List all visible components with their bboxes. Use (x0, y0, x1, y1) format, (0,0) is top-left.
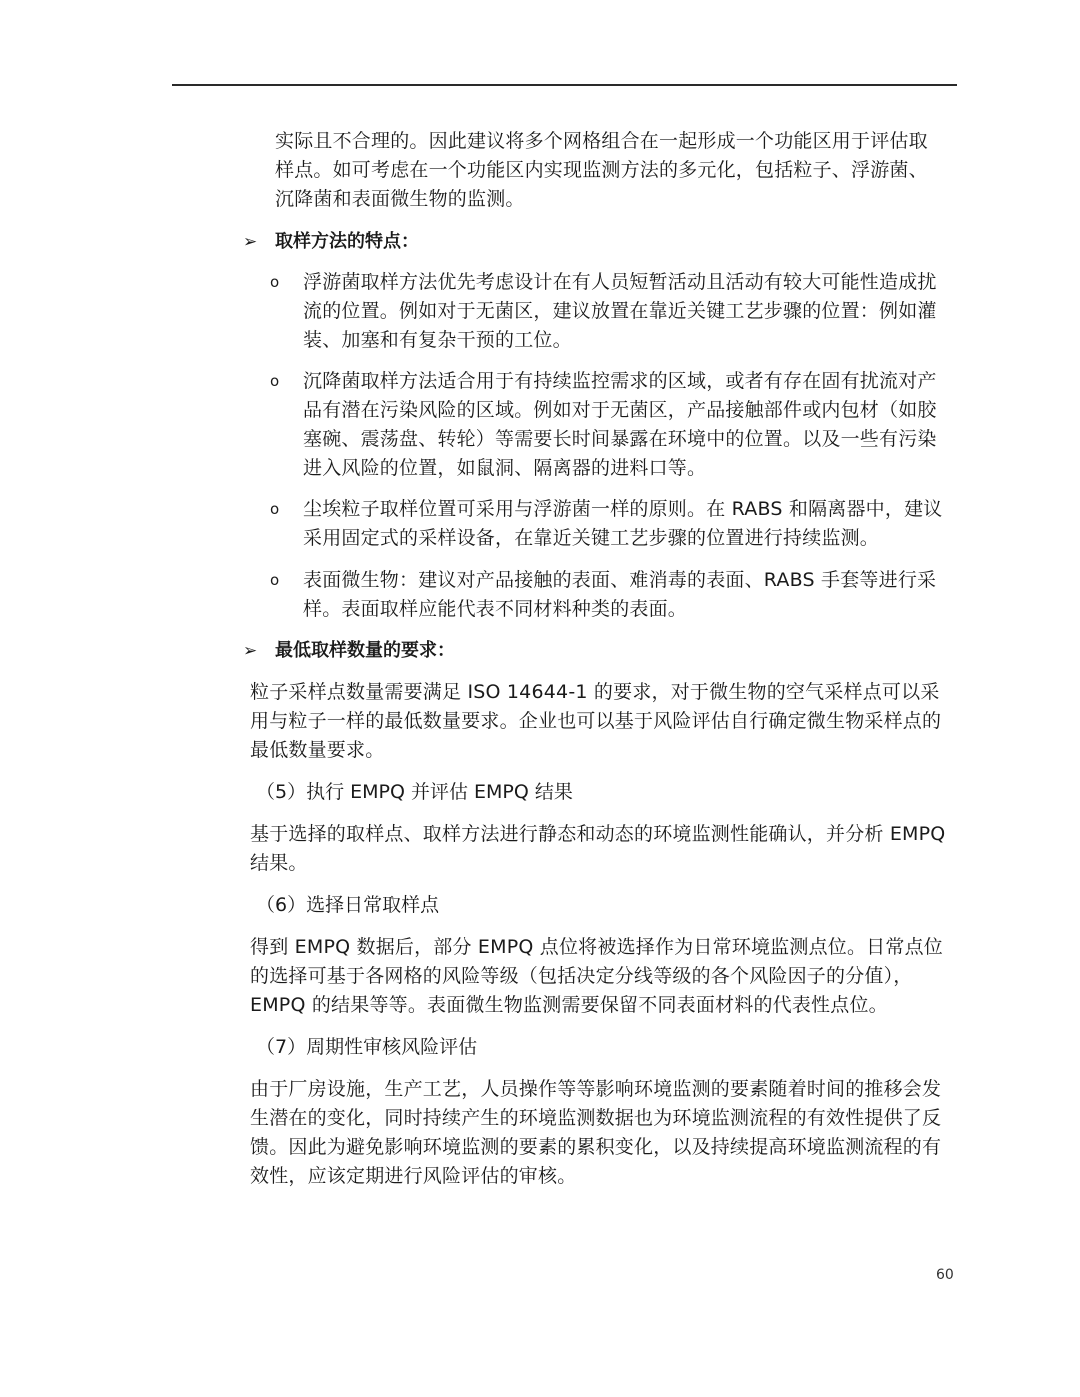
section-6-title: （6）选择日常取样点 (256, 894, 440, 916)
circle-bullet-icon: o (270, 273, 280, 291)
intro-paragraph: 实际且不合理的。因此建议将多个网格组合在一起形成一个功能区用于评估取样点。如可考虑在一个功能区内实现监测方法的多元化，包括粒子、浮游菌、沉降菌和表面微生物的监测。 (275, 130, 928, 210)
section-5-title: （5）执行 EMPQ 并评估 EMPQ 结果 (256, 781, 573, 803)
section-7-paragraph: 由于厂房设施，生产工艺，人员操作等等影响环境监测的要素随着时间的推移会发生潜在的变化，同时持续产生的环境监测数据也为环境监测流程的有效性提供了反馈。因此为避免影响环境监测的要素的累积变化，以及持续提高环境监测流程的有效性，应该定期进行风险评估的审核。 (250, 1078, 942, 1187)
sampling-method-heading (243, 228, 419, 256)
list-item (270, 495, 950, 553)
header-rule (172, 84, 957, 86)
list-item-text: 沉降菌取样方法适合用于有持续监控需求的区域，或者有存在固有扰流对产品有潜在污染风险的区域。例如对于无菌区，产品接触部件或内包材（如胶塞碗、震荡盘、转轮）等需要长时间暴露在环境中的位置。以及一些有污染进入风险的位置，如鼠洞、隔离器的进料口等。 (303, 370, 937, 479)
arrow-bullet-icon: ➢ (243, 232, 258, 252)
sampling-method-heading-text: 取样方法的特点： (275, 231, 419, 252)
arrow-bullet-icon: ➢ (243, 641, 258, 661)
section-5-paragraph: 基于选择的取样点、取样方法进行静态和动态的环境监测性能确认，并分析 EMPQ 结果。 (250, 823, 952, 874)
min-count-paragraph: 粒子采样点数量需要满足 ISO 14644-1 的要求，对于微生物的空气采样点可以采用与粒子一样的最低数量要求。企业也可以基于风险评估自行确定微生物采样点的最低数量要求。 (250, 681, 942, 761)
section-7-title: （7）周期性审核风险评估 (256, 1036, 478, 1058)
circle-bullet-icon: o (270, 571, 280, 589)
list-item-text: 表面微生物：建议对产品接触的表面、难消毒的表面、RABS 手套等进行采样。表面取样应能代表不同材料种类的表面。 (303, 569, 937, 620)
list-item-text: 浮游菌取样方法优先考虑设计在有人员短暂活动且活动有较大可能性造成扰流的位置。例如对于无菌区，建议放置在靠近关键工艺步骤的位置：例如灌装、加塞和有复杂干预的工位。 (303, 271, 937, 351)
list-item-text: 尘埃粒子取样位置可采用与浮游菌一样的原则。在 RABS 和隔离器中，建议采用固定式的采样设备，在靠近关键工艺步骤的位置进行持续监测。 (303, 498, 943, 549)
page-number: 60 (936, 1267, 954, 1283)
list-item (270, 367, 950, 483)
list-item (270, 268, 950, 355)
min-count-heading-text: 最低取样数量的要求： (275, 640, 455, 661)
list-item (270, 566, 950, 624)
circle-bullet-icon: o (270, 372, 280, 390)
circle-bullet-icon: o (270, 500, 280, 518)
min-count-heading (243, 637, 455, 665)
section-6-paragraph: 得到 EMPQ 数据后，部分 EMPQ 点位将被选择作为日常环境监测点位。日常点位的选择可基于各网格的风险等级（包括决定分线等级的各个风险因子的分值），EMPQ 的结果等等。表面微生物监测需要保留不同表面材料的代表性点位。 (250, 936, 943, 1016)
